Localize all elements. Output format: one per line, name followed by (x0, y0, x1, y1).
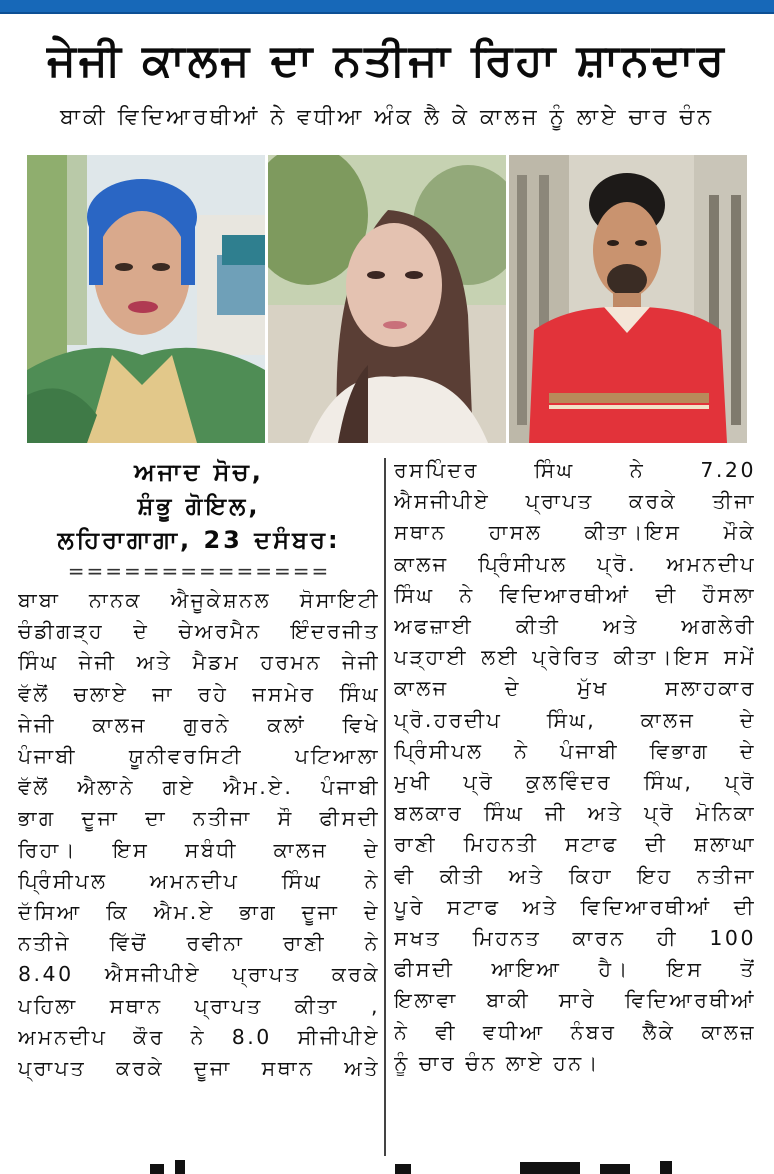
body-line: ਚੰਡੀਗੜ੍ਹ ਦੇ ਚੇਅਰਮੈਨ ਇੰਦਰਜੀਤ (18, 619, 380, 644)
body-line: ਦੱਸਿਆ ਕਿ ਐਮ.ਏ ਭਾਗ ਦੂਜਾ ਦੇ (18, 900, 380, 925)
article-headline: ਜੇਜੀ ਕਾਲਜ ਦਾ ਨਤੀਜਾ ਰਿਹਾ ਸ਼ਾਨਦਾਰ (47, 35, 727, 86)
byline-separator: ============== (67, 559, 331, 583)
body-line: ਕਾਲਜ ਦੇ ਮੁੱਖ ਸਲਾਹਕਾਰ (394, 676, 756, 701)
body-line: ਪ੍ਰਿੰਸੀਪਲ ਨੇ ਪੰਜਾਬੀ ਵਿਭਾਗ ਦੇ (394, 738, 756, 763)
body-line: ਬਾਬਾ ਨਾਨਕ ਐਜੂਕੇਸ਼ਨਲ ਸੋਸਾਇਟੀ (18, 588, 380, 612)
body-line: ਰਾਣੀ ਮਿਹਨਤੀ ਸਟਾਫ ਦੀ ਸ਼ਲਾਘਾ (394, 832, 756, 857)
next-article-cutoff (0, 1158, 774, 1174)
top-color-bar-edge (0, 12, 774, 14)
body-line: 8.40 ਐਸਜੀਪੀਏ ਪ੍ਰਾਪਤ ਕਰਕੇ (18, 962, 380, 987)
article-column-left (18, 455, 380, 1084)
column-divider (384, 458, 386, 1156)
body-line: ਸਖਤ ਮਿਹਨਤ ਕਾਰਨ ਹੀ 100 (394, 926, 756, 951)
body-line: ਸਿੰਘ ਜੇਜੀ ਅਤੇ ਮੈਡਮ ਹਰਮਨ ਜੇਜੀ (18, 650, 380, 675)
body-line: ਅਮਨਦੀਪ ਕੌਰ ਨੇ 8.0 ਸੀਜੀਪੀਏ (18, 1024, 380, 1049)
body-line: ਪ੍ਰੋ.ਹਰਦੀਪ ਸਿੰਘ, ਕਾਲਜ ਦੇ (394, 707, 756, 732)
body-line: ਸਥਾਨ ਹਾਸਲ ਕੀਤਾ।ਇਸ ਮੌਕੇ (394, 520, 756, 545)
body-line: ਕਾਲਜ ਪ੍ਰਿੰਸੀਪਲ ਪ੍ਰੋ. ਅਮਨਦੀਪ (394, 551, 756, 576)
body-line: ਪਹਿਲਾ ਸਥਾਨ ਪ੍ਰਾਪਤ ਕੀਤਾ , (18, 993, 380, 1018)
body-line: ਪੂਰੇ ਸਟਾਫ ਅਤੇ ਵਿਦਿਆਰਥੀਆਂ ਦੀ (394, 894, 756, 919)
body-line: ਫੀਸਦੀ ਆਇਆ ਹੈ। ਇਸ ਤੋਂ (394, 957, 756, 982)
body-line: ਸਿੰਘ ਨੇ ਵਿਦਿਆਰਥੀਆਂ ਦੀ ਹੌਸਲਾ (394, 582, 756, 607)
body-line: ਭਾਗ ਦੂਜਾ ਦਾ ਨਤੀਜਾ ਸੌ ਫੀਸਦੀ (18, 806, 380, 831)
body-line: ਨੇ ਵੀ ਵਧੀਆ ਨੰਬਰ ਲੈਕੇ ਕਾਲਜ਼ (394, 1019, 756, 1044)
body-line: ਪ੍ਰਾਪਤ ਕਰਕੇ ਦੂਜਾ ਸਥਾਨ ਅਤੇ (18, 1056, 380, 1081)
body-line: ਪੜ੍ਹਾਈ ਲਈ ਪ੍ਰੇਰਿਤ ਕੀਤਾ।ਇਸ ਸਮੇਂ (394, 645, 756, 670)
byline-dateline: ਲਹਿਰਾਗਾਗਾ, 23 ਦਸੰਬਰ: (57, 526, 341, 554)
byline-publication: ਅਜਾਦ ਸੋਚ, (134, 458, 264, 486)
photo-strip (27, 155, 747, 443)
body-line: ਮੁਖੀ ਪ੍ਰੋ ਕੁਲਵਿੰਦਰ ਸਿੰਘ, ਪ੍ਰੋ (394, 770, 756, 795)
body-line: ਜੇਜੀ ਕਾਲਜ ਗੁਰਨੇ ਕਲਾਂ ਵਿਖੇ (18, 712, 380, 737)
portrait-photo-3 (509, 155, 747, 443)
body-line: ਨਤੀਜੇ ਵਿੱਚੋਂ ਰਵੀਨਾ ਰਾਣੀ ਨੇ (18, 931, 380, 956)
body-line: ਵੱਲੋਂ ਐਲਾਨੇ ਗਏ ਐਮ.ਏ. ਪੰਜਾਬੀ (18, 775, 380, 800)
body-line: ਪ੍ਰਿੰਸੀਪਲ ਅਮਨਦੀਪ ਸਿੰਘ ਨੇ (18, 868, 380, 893)
body-line: ਵੱਲੋਂ ਚਲਾਏ ਜਾ ਰਹੇ ਜਸਮੇਰ ਸਿੰਘ (18, 681, 380, 706)
top-color-bar (0, 0, 774, 12)
body-line: ਅਫਜ਼ਾਈ ਕੀਤੀ ਅਤੇ ਅਗਲੇਰੀ (394, 614, 756, 639)
body-line: ਪੰਜਾਬੀ ਯੂਨੀਵਰਸਿਟੀ ਪਟਿਆਲਾ (18, 744, 380, 769)
article-subheadline: ਬਾਕੀ ਵਿਦਿਆਰਥੀਆਂ ਨੇ ਵਧੀਆ ਅੰਕ ਲੈ ਕੇ ਕਾਲਜ ਨੂੰ ਲਾਏ ਚਾਰ ਚੰਨ (60, 105, 714, 130)
portrait-photo-1 (27, 155, 265, 443)
body-line-last: ਨੂੰ ਚਾਰ ਚੰਨ ਲਾਏ ਹਨ। (394, 1050, 600, 1075)
body-line: ਰਿਹਾ। ਇਸ ਸਬੰਧੀ ਕਾਲਜ ਦੇ (18, 837, 380, 862)
body-line: ਇਲਾਵਾ ਬਾਕੀ ਸਾਰੇ ਵਿਦਿਆਰਥੀਆਂ (394, 988, 756, 1013)
byline-reporter: ਸ਼ੰਭੂ ਗੋਇਲ, (137, 492, 261, 520)
body-line: ਰਸਪਿੰਦਰ ਸਿੰਘ ਨੇ 7.20 (394, 458, 756, 482)
portrait-photo-2 (268, 155, 506, 443)
body-line: ਐਸਜੀਪੀਏ ਪ੍ਰਾਪਤ ਕਰਕੇ ਤੀਜਾ (394, 489, 756, 514)
body-line: ਵੀ ਕੀਤੀ ਅਤੇ ਕਿਹਾ ਇਹ ਨਤੀਜਾ (394, 863, 756, 888)
article-column-right (394, 455, 756, 1079)
body-line: ਬਲਕਾਰ ਸਿੰਘ ਜੀ ਅਤੇ ਪ੍ਰੋ ਮੋਨਿਕਾ (394, 801, 756, 826)
